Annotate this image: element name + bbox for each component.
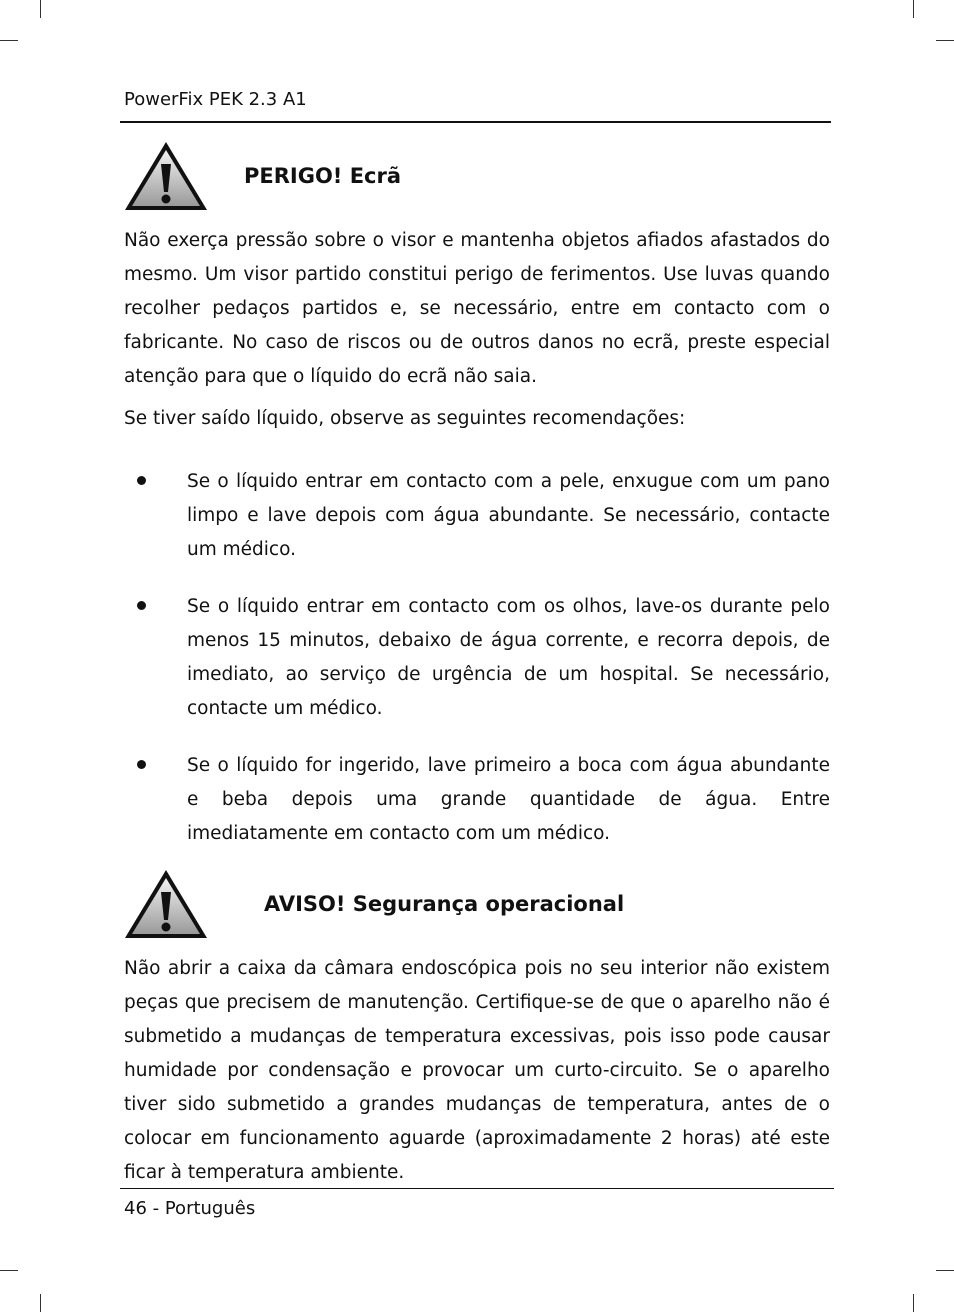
footer-divider <box>120 1188 834 1189</box>
page-footer: 46 - Português <box>124 1198 256 1219</box>
section-heading-warning: AVISO! Segurança operacional <box>264 892 625 916</box>
crop-mark <box>0 1270 18 1271</box>
paragraph: Não abrir a caixa da câmara endoscópica pois no seu interior não existem peças que precisem de manutenção. Certifique-se de que o aparelho não é submetido a mudanças de temperatura excessivas, pois isso pode causar humidade por condensação e provocar um curto-circuito. Se o aparelho tiver sido submetido a grandes mudanças de temperatura, antes de o colocar em funcionamento aguarde (aproximadamente 2 horas) até este ficar à temperatura ambiente. <box>124 958 830 1183</box>
running-header: PowerFix PEK 2.3 A1 <box>124 89 307 110</box>
section-heading-danger: PERIGO! Ecrã <box>244 164 402 188</box>
bullet-icon <box>137 476 146 485</box>
crop-mark <box>40 0 41 18</box>
crop-mark <box>913 0 914 18</box>
crop-mark <box>936 40 954 41</box>
bullet-icon <box>137 601 146 610</box>
warning-triangle-icon <box>123 868 209 940</box>
warning-triangle-icon <box>123 140 209 212</box>
list-item: Se o líquido for ingerido, lave primeiro a boca com água abundante e beba depois uma grande quantidade de água. Entre imediatamente em contacto com um médico. <box>187 755 830 844</box>
crop-mark <box>913 1294 914 1312</box>
paragraph: Se tiver saído líquido, observe as seguintes recomendações: <box>124 408 686 429</box>
list-item: Se o líquido entrar em contacto com a pele, enxugue com um pano limpo e lave depois com água abundante. Se necessário, contacte um médico. <box>187 471 830 560</box>
list-item: Se o líquido entrar em contacto com os olhos, lave-os durante pelo menos 15 minutos, debaixo de água corrente, e recorra depois, de imediato, ao serviço de urgência de um hospital. Se necessário, contacte um médico. <box>187 596 830 719</box>
paragraph: Não exerça pressão sobre o visor e mantenha objetos afiados afastados do mesmo. Um visor partido constitui perigo de ferimentos. Use luvas quando recolher pedaços partidos e, se necessário, entre em contacto com o fabricante. No caso de riscos ou de outros danos no ecrã, preste especial atenção para que o líquido do ecrã não saia. <box>124 230 830 387</box>
crop-mark <box>0 40 18 41</box>
crop-mark <box>936 1270 954 1271</box>
crop-mark <box>40 1294 41 1312</box>
header-divider <box>120 121 831 123</box>
bullet-icon <box>137 760 146 769</box>
